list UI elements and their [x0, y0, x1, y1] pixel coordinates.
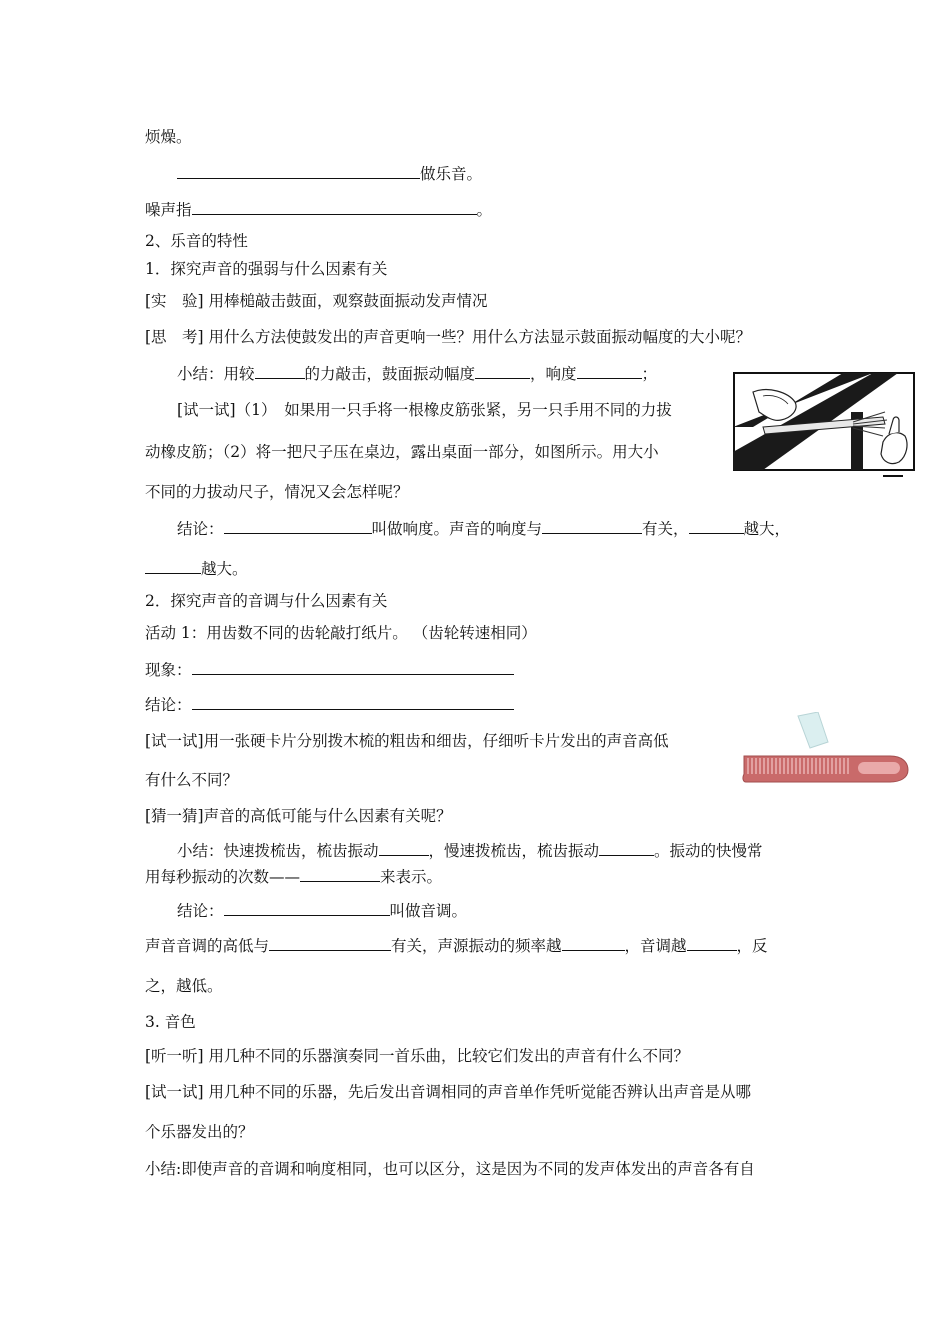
text-line: 烦燥。 — [145, 128, 192, 146]
blank — [475, 363, 530, 379]
blank — [577, 363, 642, 379]
text-line: 用每秒振动的次数—— 来表示。 — [145, 868, 443, 886]
blank — [542, 518, 642, 534]
text-line: [试一试]用一张硬卡片分别拨木梳的粗齿和细齿，仔细听卡片发出的声音高低 — [145, 732, 669, 750]
text-line: 小结:即使声音的音调和响度相同，也可以区分，这是因为不同的发声体发出的声音各有自 — [145, 1160, 755, 1178]
ruler-on-table-illustration-icon — [733, 372, 915, 482]
text-line: [思 考] 用什么方法使鼓发出的声音更响一些？用什么方法显示鼓面振动幅度的大小呢？ — [145, 328, 752, 346]
blank — [255, 363, 305, 379]
text-line: 结论： 叫做音调。 — [177, 902, 468, 920]
blank — [224, 518, 372, 534]
text-line: 活动 1：用齿数不同的齿轮敲打纸片。 （齿轮转速相同） — [145, 624, 537, 642]
text-line: 噪声指 。 — [145, 201, 493, 219]
text-line: 结论： 叫做响度。声音的响度与 有关， 越大， — [177, 520, 791, 538]
text-line: 做乐音。 — [177, 163, 482, 184]
text-line: 结论： — [145, 694, 514, 715]
subsection-heading: 2．探究声音的音调与什么因素有关 — [145, 592, 388, 610]
blank — [192, 694, 514, 710]
subsection-heading: 1．探究声音的强弱与什么因素有关 — [145, 260, 388, 278]
text-line: 之，越低。 — [145, 977, 223, 995]
section-heading: 3. 音色 — [145, 1013, 196, 1031]
text-line: 现象： — [145, 659, 514, 680]
blank — [192, 199, 477, 215]
text-line: 声音音调的高低与 有关，声源振动的频率越 ，音调越 ，反 — [145, 937, 768, 955]
text-line: [试一试]（1） 如果用一只手将一根橡皮筋张紧，另一只手用不同的力拔 — [177, 401, 672, 419]
blank — [689, 518, 744, 534]
text-line: 越大。 — [145, 558, 248, 579]
section-heading: 2、乐音的特性 — [145, 232, 248, 250]
text-line: [实 验] 用棒槌敲击鼓面，观察鼓面振动发声情况 — [145, 292, 488, 310]
blank — [145, 558, 201, 574]
text-line: 小结：用较 的力敲击，鼓面振动幅度 ，响度 ； — [177, 365, 658, 383]
blank — [300, 866, 380, 882]
blank — [687, 935, 737, 951]
text-line: [猜一猜]声音的高低可能与什么因素有关呢？ — [145, 807, 452, 825]
blank — [599, 840, 654, 856]
blank — [224, 900, 390, 916]
text-line: 个乐器发出的？ — [145, 1123, 254, 1141]
blank — [379, 840, 429, 856]
text-line: 不同的力拔动尺子，情况又会怎样呢？ — [145, 483, 409, 501]
comb-and-card-illustration-icon — [740, 712, 910, 788]
text-line: 动橡皮筋；（2）将一把尺子压在桌边，露出桌面一部分，如图所示。用大小 — [145, 443, 659, 461]
blank — [177, 163, 420, 179]
blank — [269, 935, 391, 951]
blank — [192, 659, 514, 675]
text-line: 小结：快速拨梳齿，梳齿振动 ，慢速拨梳齿，梳齿振动 。振动的快慢常 — [177, 842, 763, 860]
text-line: [听一听] 用几种不同的乐器演奏同一首乐曲，比较它们发出的声音有什么不同？ — [145, 1047, 690, 1065]
text-line: 有什么不同？ — [145, 771, 239, 789]
text-line: [试一试] 用几种不同的乐器，先后发出音调相同的声音单作凭听觉能否辨认出声音是从哪 — [145, 1083, 752, 1101]
blank — [562, 935, 625, 951]
